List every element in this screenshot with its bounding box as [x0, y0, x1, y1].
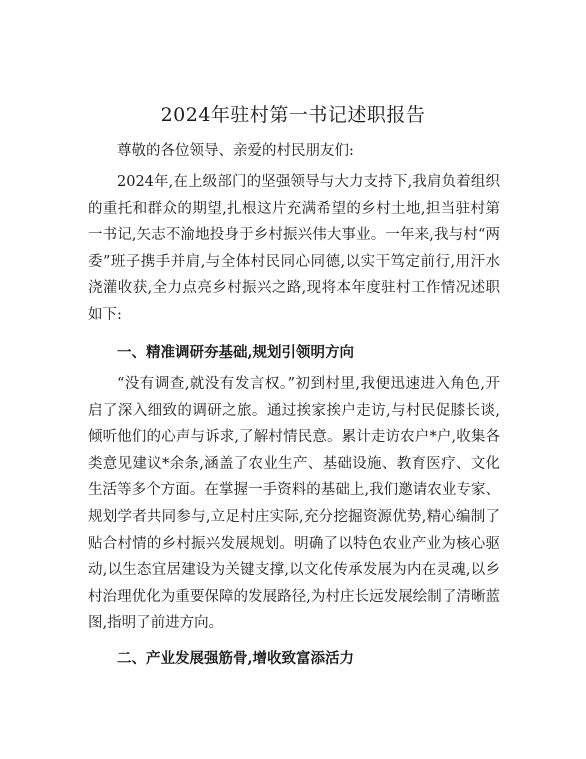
section-heading-2: 二、产业发展强筋骨,增收致富添活力: [117, 650, 355, 667]
intro-paragraph: 2024年,在上级部门的坚强领导与大力支持下,我肩负着组织的重托和群众的期望,扎根这片充满希望的乡村土地,担当驻村第一书记,矢志不渝地投身于乡村振兴伟大事业。一年来,我与村“两委”班子携手并肩,与全体村民同心同德,以实干笃定前行,用汗水浇灌收获,全力点亮乡村振兴之路,现将本年度驻村工作情况述职如下:: [88, 174, 500, 323]
document-title: 2024年驻村第一书记述职报告: [160, 104, 426, 126]
salutation: 尊敬的各位领导、亲爱的村民朋友们:: [117, 143, 354, 159]
section-1-paragraph: “没有调查,就没有发言权。”初到村里,我便迅速进入角色,开启了深入细致的调研之旅。通过挨家挨户走访,与村民促膝长谈,倾听他们的心声与诉求,了解村情民意。累计走访农户*户,收集各类意见建议*余条,涵盖了农业生产、基础设施、教育医疗、文化生活等多个方面。在掌握一手资料的基础上,我们邀请农业专家、规划学者共同参与,立足村庄实际,充分挖掘资源优势,精心编制了贴合村情的乡村振兴发展规划。明确了以特色农业产业为核心驱动,以生态宜居建设为关键支撑,以文化传承发展为内在灵魂,以乡村治理优化为重要保障的发展路径,为村庄长远发展绘制了清晰蓝图,指明了前进方向。: [88, 376, 500, 632]
section-heading-1: 一、精准调研夯基础,规划引领明方向: [117, 344, 355, 361]
